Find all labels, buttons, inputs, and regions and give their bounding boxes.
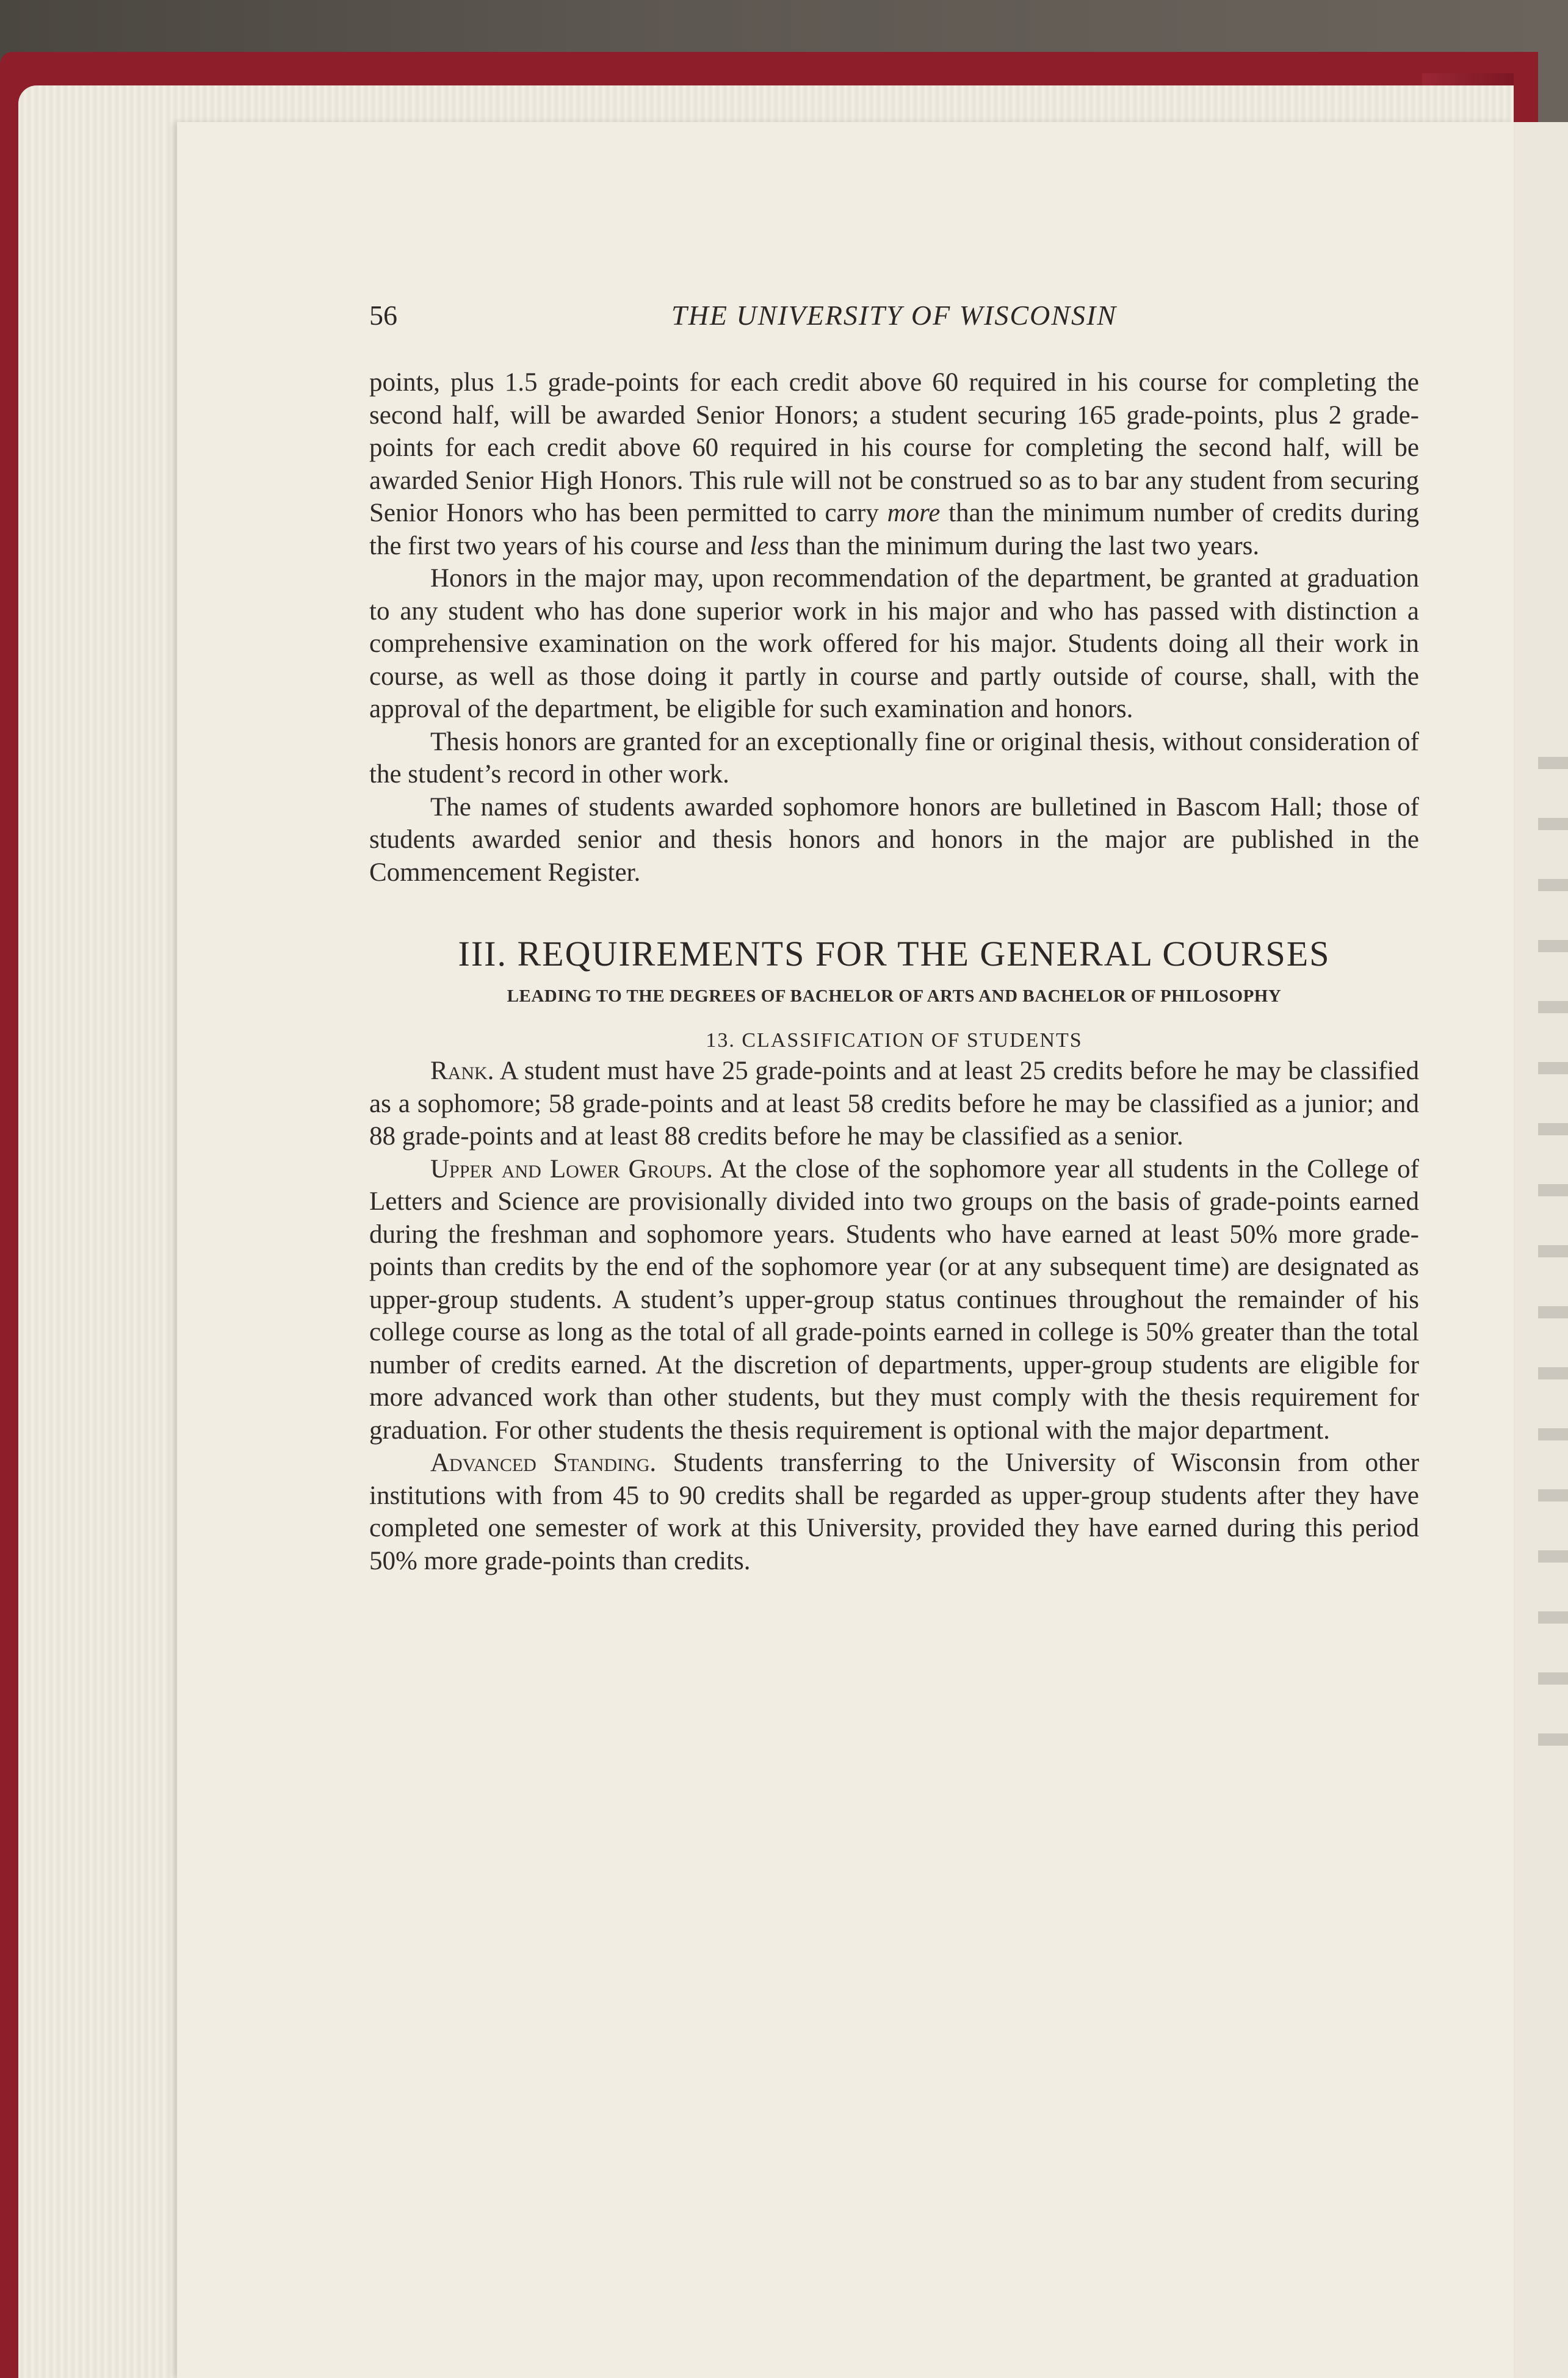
honors-paragraph-4: The names of students awarded sophomore honors are bulletined in Bascom Hall; those of students awarded senior and thesis honors and honors in the major are published in the Commencement Register. [369, 792, 1419, 887]
emphasis-more: more [887, 499, 941, 527]
subsection-heading: 13. CLASSIFICATION OF STUDENTS [706, 1029, 1083, 1052]
rank-label: Rank. [430, 1057, 494, 1085]
advanced-label: Advanced Standing. [430, 1448, 657, 1477]
page-header [369, 299, 1419, 342]
running-title: THE UNIVERSITY OF WISCONSIN [671, 300, 1117, 331]
emphasis-less: less [750, 531, 789, 560]
page-body [369, 366, 1419, 1577]
honors-paragraph-2: Honors in the major may, upon recommendation of the department, be granted at graduation to any student who has done superior work in his major and who has passed with distinction a comprehensive examination on the work offered for his major. Students doing all their work in course, as well as those doing it partly in course and partly outside of course, shall, with the approval of the department, be eligible for such examination and honors. [369, 564, 1419, 723]
section-title: III. REQUIREMENTS FOR THE GENERAL COURSES [458, 934, 1331, 974]
rank-paragraph: Rank. A student must have 25 grade-points and at least 25 credits before he may be classified as a sophomore; 58 grade-points and at least 58 credits before he may be classified as a junior; and 88 grade-points and at least 88 credits before he may be classified as a senior. [369, 1057, 1419, 1151]
advanced-standing-paragraph: Advanced Standing. Students transferring to the University of Wisconsin from other institutions with from 45 to 90 credits shall be regarded as upper-group students after they have completed one semester of work at this University, provided they have earned during this period 50% more grade-points than credits. [369, 1448, 1420, 1575]
groups-label: Upper and Lower Groups. [430, 1154, 713, 1184]
groups-paragraph: Upper and Lower Groups. At the close of the sophomore year all students in the College of Letters and Science are provisionally divided into two groups on the basis of grade-points earned during the freshman and sophomore years. Students who have earned at least 50% more grade-points than credits by the end of the sophomore year (or at any subsequent time) are designated as upper-group students. A student’s upper-group status continues throughout the remainder of his college course as long as the total of all grade-points earned in college is 50% greater than the total number of credits earned. At the discretion of departments, upper-group students are eligible for more advanced work than other students, but they must comply with the thesis requirement for graduation. For other students the thesis requirement is optional with the major department. [369, 1154, 1419, 1445]
section-subtitle: LEADING TO THE DEGREES OF BACHELOR OF ARTS AND BACHELOR OF PHILOSOPHY [507, 986, 1282, 1006]
page-number: 56 [369, 300, 397, 331]
honors-paragraph-1: points, plus 1.5 grade-points for each credit above 60 required in his course for completing the second half, will be awarded Senior Honors; a student securing 165 grade-points, plus 2 grade-points for each credit above 60 required in his course for completing the second half, will be awarded Senior High Honors. This rule will not be construed so as to bar any student from securing Senior Honors who has been permitted to carry more than the minimum number of credits during the first two years of his course and less than the minimum during the last two years. [369, 368, 1420, 560]
facing-page-text-bleed [1538, 732, 1568, 1770]
honors-paragraph-3: Thesis honors are granted for an exceptionally fine or original thesis, without consideration of the student’s record in other work. [369, 727, 1419, 789]
